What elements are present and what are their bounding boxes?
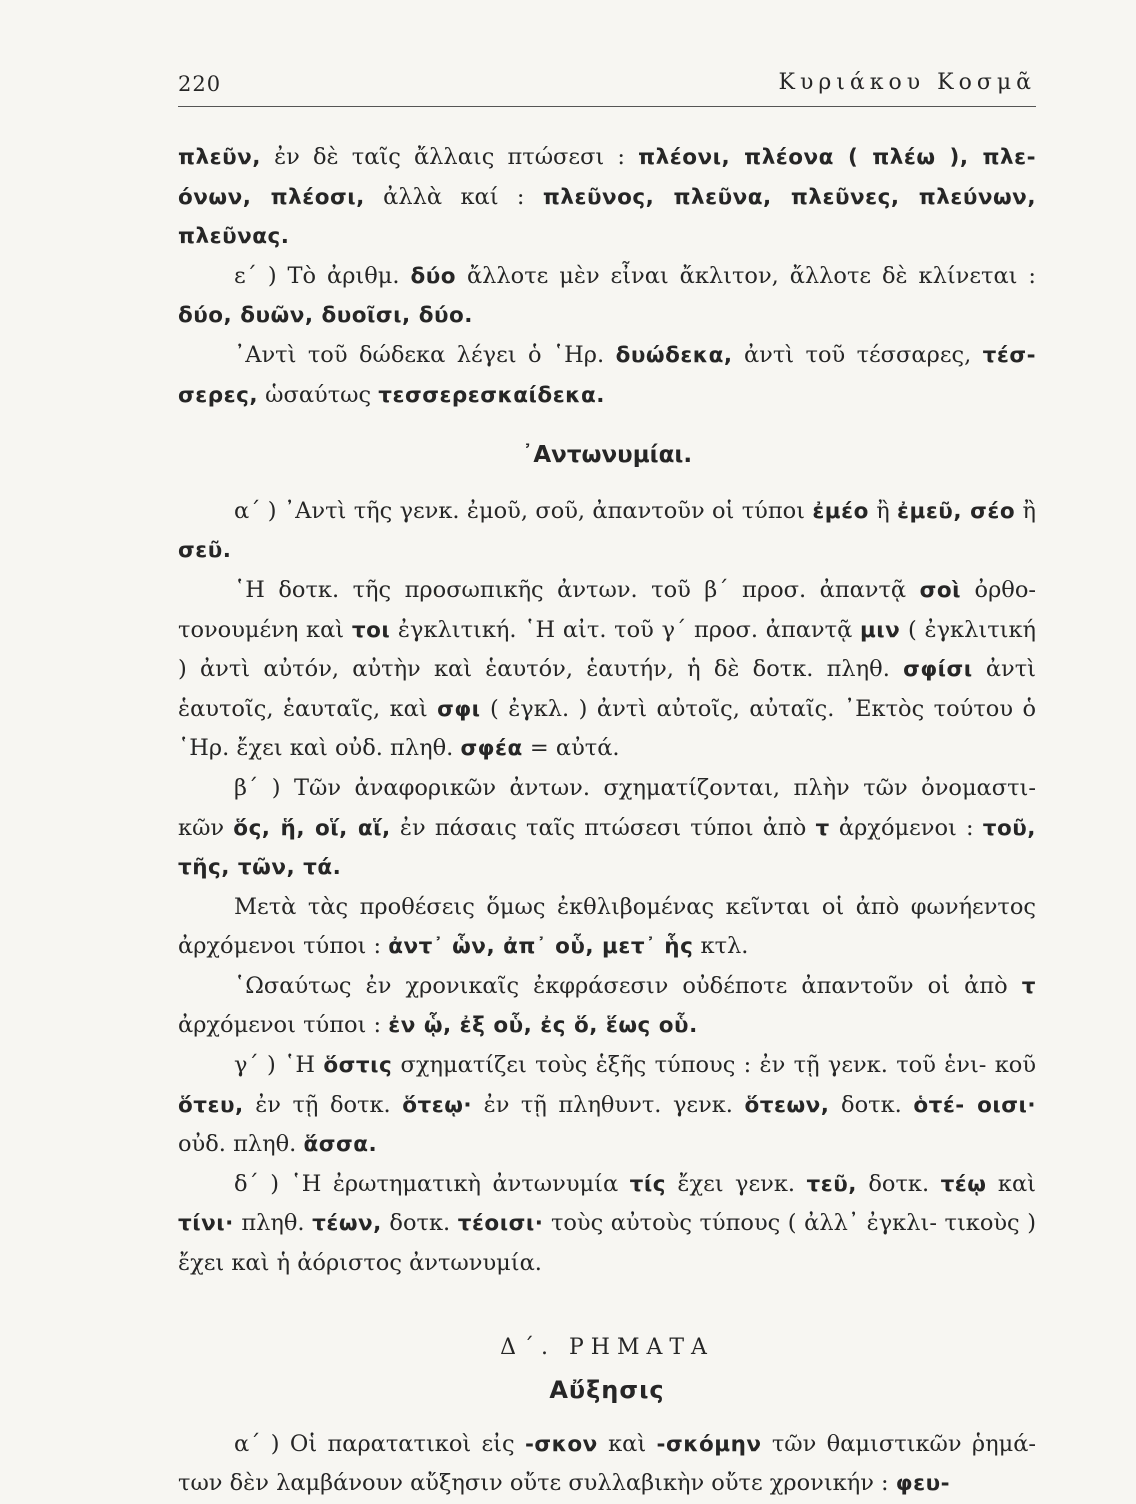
chapter-heading-verbs: Δ΄. ΡΗΜΑΤΑ bbox=[500, 1334, 714, 1360]
paragraph-relative-pronouns: β΄ ) Τῶν ἀναφορικῶν ἀντων. σχηματίζονται, πλὴν τῶν ὀνομαστι- κῶν ὅς, ἥ, οἵ, αἵ, ἐν πάσαις ταῖς πτώσεσι τύποι ἀπὸ τ ἀρχόμενοι : τοῦ, τῆς, τῶν, τά. bbox=[178, 774, 1036, 881]
paragraph-interrogative: δ΄ ) ῾Η ἐρωτηματικὴ ἀντωνυμία τίς ἔχει γενκ. τεῦ, δοτκ. τέῳ καὶ τίνι· πληθ. τέων, δοτκ. τέοισι· τοὺς αὐτοὺς τύπους ( ἀλλ᾿ ἐγκλι- τικοὺς ) ἔχει καὶ ἡ ἀόριστος ἀντωνυμία. bbox=[178, 1170, 1037, 1277]
paragraph-pleon-forms: πλεῦν, ἐν δὲ ταῖς ἄλλαις πτώσεσι : πλέονι, πλέονα ( πλέω ), πλε- όνων, πλέοσι, ἀλλὰ καί : πλεῦνος, πλεῦνα, πλεῦνες, πλεύνων, πλεῦνας. bbox=[178, 144, 1036, 250]
page-header bbox=[178, 70, 1036, 107]
paragraph-prepositions: Μετὰ τὰς προθέσεις ὅμως ἐκθλιβομένας κεῖνται οἱ ἀπὸ φωνήεντος ἀρχόμενοι τύποι : ἀντ᾿ ὧν, ἀπ᾿ οὗ, μετ᾿ ἧς κτλ. bbox=[178, 893, 1036, 960]
paragraph-temporal-expressions: ῾Ωσαύτως ἐν χρονικαῖς ἐκφράσεσιν οὐδέποτε ἀπαντοῦν οἱ ἀπὸ τ ἀρχόμενοι τύποι : ἐν ᾧ, ἐξ οὗ, ἐς ὅ, ἕως οὗ. bbox=[178, 972, 1036, 1039]
paragraph-duo: ε΄ ) Τὸ ἀριθμ. δύο ἄλλοτε μὲν εἶναι ἄκλιτον, ἄλλοτε δὲ κλίνεται : δύο, δυῶν, δυοῖσι, δύο. bbox=[178, 262, 1036, 329]
page-number: 220 bbox=[178, 72, 222, 96]
paragraph-hostis: γ΄ ) ῾Η ὅστις σχηματίζει τοὺς ἑξῆς τύπους : ἐν τῇ γενκ. τοῦ ἑνι- κοῦ ὅτευ, ἐν τῇ δοτκ. ὅτεῳ· ἐν τῇ πληθυντ. γενκ. ὅτεων, δοτκ. ὁτέ- οισι· οὐδ. πληθ. ἅσσα. bbox=[178, 1052, 1037, 1158]
section-heading-augment: Αὔξησις bbox=[549, 1376, 665, 1405]
paragraph-personal-pronouns: α΄ ) ᾿Αντὶ τῆς γενκ. ἐμοῦ, σοῦ, ἀπαντοῦν οἱ τύποι ἐμέο ἢ ἐμεῦ, σέο ἢ σεῦ. bbox=[178, 497, 1036, 564]
running-title: Κυριάκου Κοσμᾶ bbox=[778, 70, 1036, 95]
paragraph-dodeka: ᾿Αντὶ τοῦ δώδεκα λέγει ὁ ῾Ηρ. δυώδεκα, ἀντὶ τοῦ τέσσαρες, τέσ- σερες, ὡσαύτως τεσσερεσκαίδεκα. bbox=[178, 341, 1037, 408]
paragraph-dative-forms: ῾Η δοτκ. τῆς προσωπικῆς ἀντων. τοῦ β΄ προσ. ἀπαντᾷ σοὶ ὀρθο- τονουμένη καὶ τοι ἐγκλιτική. ῾Η αἰτ. τοῦ γ΄ προσ. ἀπαντᾷ μιν ( ἐγκλιτική ) ἀντὶ αὐτόν, αὐτὴν καὶ ἑαυτόν, ἑαυτήν, ἡ δὲ δοτκ. πληθ. σφίσι ἀντὶ ἑαυτοῖς, ἑαυταῖς, καὶ σφι ( ἐγκλ. ) ἀντὶ αὐτοῖς, αὐταῖς. ᾿Εκτὸς τούτου ὁ ῾Ηρ. ἔχει καὶ οὐδ. πληθ. σφέα = αὐτά. bbox=[178, 576, 1037, 762]
section-heading-pronouns: ᾿Αντωνυμίαι. bbox=[521, 442, 693, 469]
page-body bbox=[178, 138, 1036, 1504]
paragraph-iterative-imperfects: α΄ ) Οἱ παρατατικοὶ εἰς -σκον καὶ -σκόμην τῶν θαμιστικῶν ῥημά- των δὲν λαμβάνουν αὔξησιν οὔτε συλλαβικὴν οὔτε χρονικήν : φευ- bbox=[178, 1430, 1036, 1497]
